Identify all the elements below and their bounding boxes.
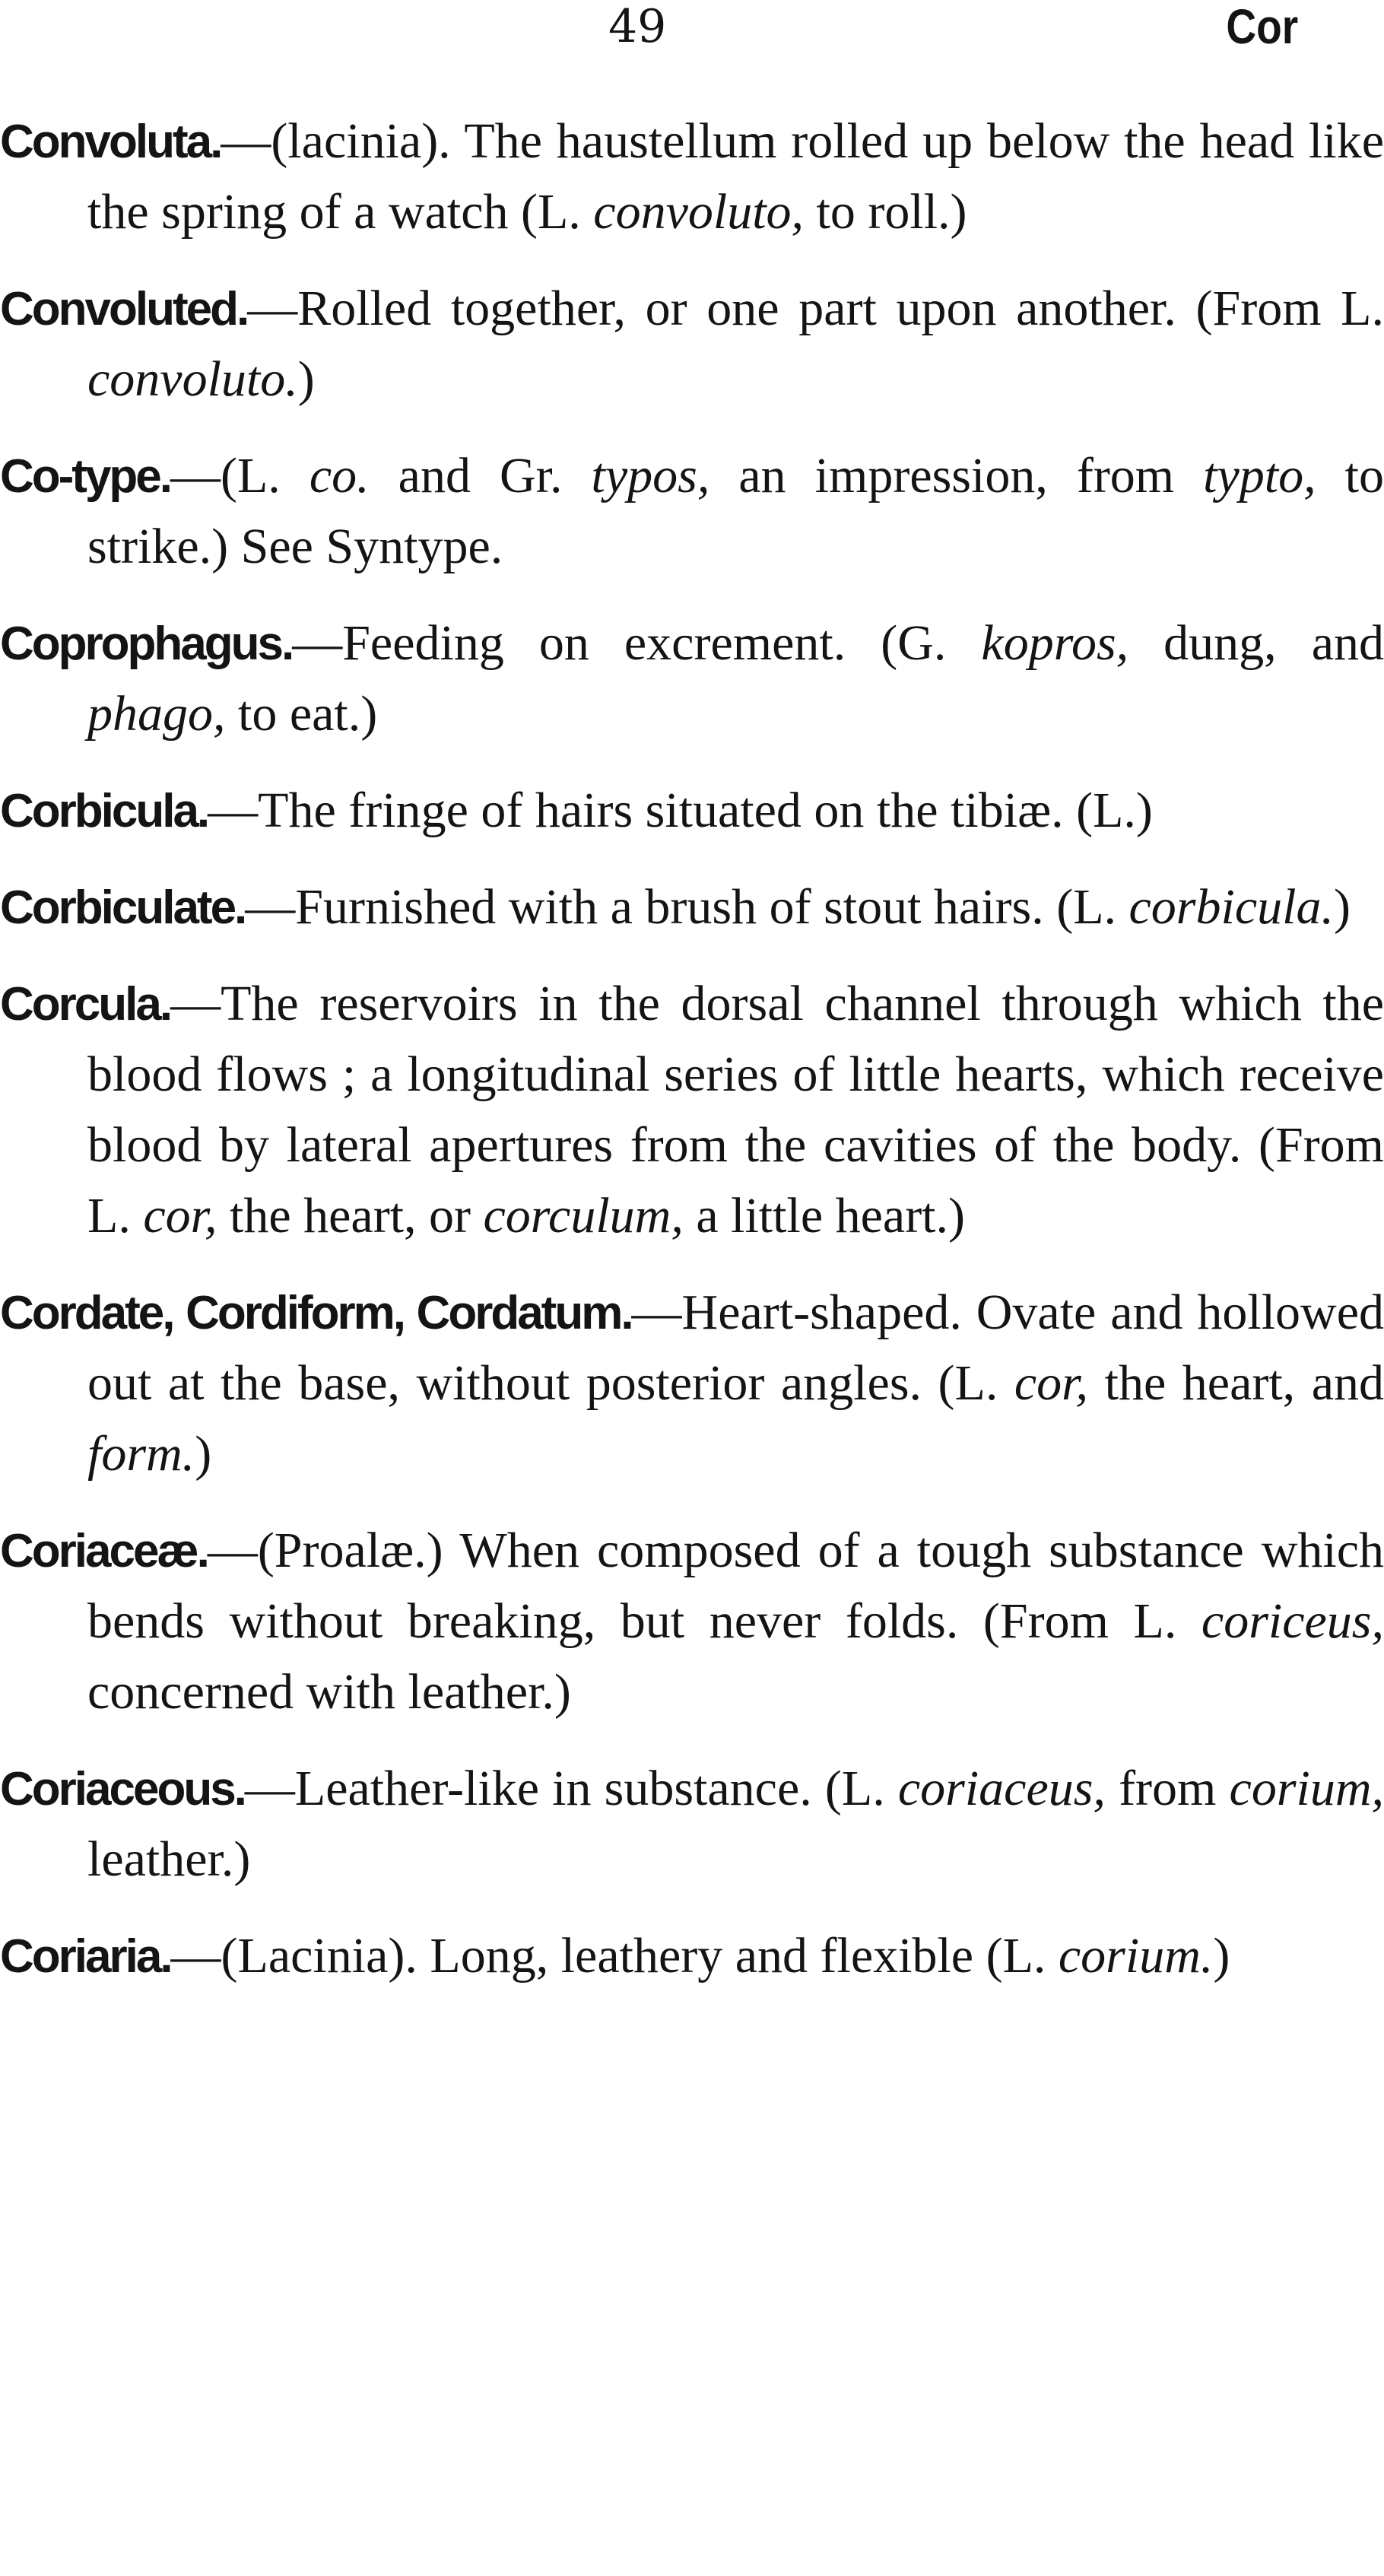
entry-term: Coriaria. (0, 1930, 171, 1983)
entry-convoluta (0, 106, 1384, 248)
entry-corcula (0, 969, 1384, 1252)
entry-coriaria (0, 1921, 1384, 1992)
entry-term: Corcula. (0, 978, 171, 1031)
entry-term: Co-type. (0, 450, 170, 503)
entry-term: Corbicula. (0, 785, 208, 837)
entry-definition: —Leather-like in substance. (L. coriaceus, from corium, leather.) (87, 1761, 1384, 1887)
entry-definition: —(Lacinia). Long, leathery and flexible (L. corium.) (170, 1928, 1230, 1984)
entry-co-type (0, 441, 1384, 583)
entry-corbicula (0, 776, 1384, 846)
entry-definition: —Heart-shaped. Ovate and hollowed out at the base, without posterior angles. (L. cor, the heart, and form.) (87, 1285, 1384, 1482)
entry-term: Coprophagus. (0, 618, 293, 670)
entry-cordate (0, 1278, 1384, 1490)
entry-term: Convoluta. (0, 116, 221, 168)
entry-term: Convoluted. (0, 283, 248, 335)
entry-definition: —Rolled together, or one part upon another. (From L. convoluto.) (87, 281, 1384, 407)
entry-term: Cordate, Cordiform, Cordatum. (0, 1287, 632, 1339)
entry-coriaceous (0, 1754, 1384, 1895)
entry-convoluted (0, 274, 1384, 415)
entry-definition: —(Proalæ.) When composed of a tough substance which bends without breaking, but never folds. (From L. coriceus, concerned with leather.) (87, 1523, 1384, 1720)
entry-term: Corbiculate. (0, 881, 246, 934)
entries-list (0, 106, 1384, 2018)
entry-coprophagus (0, 608, 1384, 750)
entry-term: Coriaceæ. (0, 1525, 208, 1577)
entry-coriaceae (0, 1516, 1384, 1728)
entry-definition: —Furnished with a brush of stout hairs. (L. corbicula.) (245, 879, 1351, 935)
page-number: 49 (608, 0, 667, 53)
entry-definition: —The fringe of hairs situated on the tibiæ. (L.) (208, 783, 1153, 838)
page-header (0, 0, 1306, 68)
entry-corbiculate (0, 872, 1384, 943)
entry-definition: —(lacinia). The haustellum rolled up below the head like the spring of a watch (L. convoluto, to roll.) (87, 113, 1384, 240)
entry-definition: —Feeding on excrement. (G. kopros, dung, and phago, to eat.) (87, 615, 1384, 742)
entry-definition: —The reservoirs in the dorsal channel through which the blood flows ; a longitudinal series of little hearts, which receive blood by lateral apertures from the cavities of the body. (From L. cor, the heart, or corculum, a little heart.) (87, 976, 1384, 1244)
entry-definition: —(L. co. and Gr. typos, an impression, from typto, to strike.) See Syntype. (87, 448, 1384, 574)
running-head: Cor (1226, 0, 1298, 54)
entry-term: Coriaceous. (0, 1763, 245, 1815)
